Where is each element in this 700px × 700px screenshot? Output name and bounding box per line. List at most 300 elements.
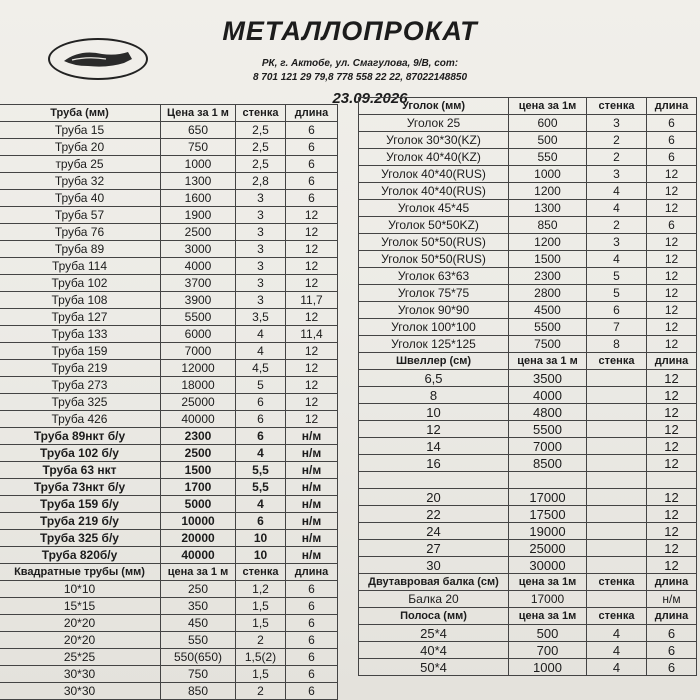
table-cell: Труба 133 — [0, 326, 161, 343]
table-cell: 450 — [161, 615, 236, 632]
table-cell: 17500 — [509, 506, 587, 523]
table-cell: н/м — [286, 496, 338, 513]
table-cell: Труба 219 б/у — [0, 513, 161, 530]
table-cell: 25000 — [161, 394, 236, 411]
column-header: цена за 1м — [509, 98, 587, 115]
table-cell: 12 — [647, 302, 697, 319]
table-row — [0, 428, 338, 445]
table-cell: Уголок 40*40(RUS) — [359, 166, 509, 183]
table-cell: 5 — [587, 285, 647, 302]
table-cell — [587, 387, 647, 404]
table-cell — [587, 489, 647, 506]
table-cell: 30*30 — [0, 683, 161, 700]
table-cell: 24 — [359, 523, 509, 540]
table-row — [0, 343, 338, 360]
table-row — [0, 377, 338, 394]
table-cell: труба 25 — [0, 156, 161, 173]
table-cell: 3 — [587, 234, 647, 251]
table-cell: 19000 — [509, 523, 587, 540]
table-row — [359, 217, 697, 234]
pipes-header-row — [0, 105, 338, 122]
table-row — [0, 309, 338, 326]
table-cell: 4 — [587, 642, 647, 659]
table-cell: 1500 — [509, 251, 587, 268]
table-cell: 10 — [359, 404, 509, 421]
table-cell: 12 — [647, 200, 697, 217]
table-cell: Труба 89нкт б/у — [0, 428, 161, 445]
table-cell: 4000 — [509, 387, 587, 404]
table-cell: 5 — [587, 268, 647, 285]
table-cell: 17000 — [509, 489, 587, 506]
table-cell: 1200 — [509, 234, 587, 251]
table-row — [0, 292, 338, 309]
table-cell: 12 — [647, 438, 697, 455]
table-cell: 2500 — [161, 224, 236, 241]
table-cell: 11,4 — [286, 326, 338, 343]
table-cell: Уголок 50*50(RUS) — [359, 251, 509, 268]
table-cell: 850 — [509, 217, 587, 234]
table-cell: 50*4 — [359, 659, 509, 676]
table-row — [0, 207, 338, 224]
column-header: цена за 1 м — [509, 353, 587, 370]
table-cell: 600 — [509, 115, 587, 132]
table-cell: 4500 — [509, 302, 587, 319]
table-cell: 1300 — [509, 200, 587, 217]
table-cell: 2 — [236, 683, 286, 700]
table-row — [359, 557, 697, 574]
table-cell: 3 — [236, 224, 286, 241]
table-cell: 11,7 — [286, 292, 338, 309]
table-cell: 6000 — [161, 326, 236, 343]
table-cell: Труба 89 — [0, 241, 161, 258]
table-cell: 12 — [647, 455, 697, 472]
table-cell: 1,5 — [236, 615, 286, 632]
column-header: Уголок (мм) — [359, 98, 509, 115]
table-row — [359, 404, 697, 421]
column-header: стенка — [236, 564, 286, 581]
table-cell: Уголок 50*50KZ) — [359, 217, 509, 234]
table-cell: 6 — [236, 411, 286, 428]
table-cell: 6 — [587, 302, 647, 319]
table-row — [0, 190, 338, 207]
table-row — [0, 360, 338, 377]
table-row — [0, 156, 338, 173]
table-cell: 1,5(2) — [236, 649, 286, 666]
table-cell — [647, 472, 697, 489]
table-row — [0, 173, 338, 190]
table-cell: 20*20 — [0, 632, 161, 649]
table-cell: 6 — [647, 132, 697, 149]
table-row — [0, 394, 338, 411]
table-cell: 6 — [286, 173, 338, 190]
table-cell — [587, 370, 647, 387]
table-cell: Труба 159 — [0, 343, 161, 360]
column-header: длина — [647, 98, 697, 115]
table-cell: 12 — [647, 268, 697, 285]
table-cell — [587, 404, 647, 421]
table-cell: 12 — [286, 360, 338, 377]
table-row — [359, 132, 697, 149]
table-cell: 4 — [236, 496, 286, 513]
table-cell: 2,8 — [236, 173, 286, 190]
table-cell: 3 — [236, 190, 286, 207]
table-row — [0, 632, 338, 649]
table-cell: 27 — [359, 540, 509, 557]
strip-header-row — [359, 608, 697, 625]
table-cell: 4 — [587, 183, 647, 200]
column-header: длина — [647, 353, 697, 370]
channels-header-row — [359, 353, 697, 370]
table-row — [359, 285, 697, 302]
table-cell: 4 — [587, 625, 647, 642]
table-cell — [587, 523, 647, 540]
table-cell: Труба 73нкт б/у — [0, 479, 161, 496]
fish-logo-icon — [58, 44, 138, 74]
table-cell: 2 — [236, 632, 286, 649]
column-header: цена за 1м — [509, 574, 587, 591]
table-cell: 5500 — [509, 421, 587, 438]
table-cell: 1700 — [161, 479, 236, 496]
table-cell: 3000 — [161, 241, 236, 258]
table-cell: 3 — [236, 207, 286, 224]
table-cell — [359, 472, 509, 489]
table-cell: 8500 — [509, 455, 587, 472]
table-cell: 1300 — [161, 173, 236, 190]
table-cell: 12 — [286, 207, 338, 224]
table-cell: 6 — [286, 581, 338, 598]
table-cell: 4 — [587, 251, 647, 268]
table-row — [0, 547, 338, 564]
table-cell: 5500 — [509, 319, 587, 336]
table-row — [0, 513, 338, 530]
table-cell: Уголок 63*63 — [359, 268, 509, 285]
table-row — [0, 326, 338, 343]
table-cell: Труба 426 — [0, 411, 161, 428]
table-cell: 1000 — [509, 659, 587, 676]
price-date: 23.09.2026 — [332, 90, 408, 107]
table-cell: 3900 — [161, 292, 236, 309]
column-header: Швеллер (см) — [359, 353, 509, 370]
table-row — [0, 224, 338, 241]
table-cell: Уголок 90*90 — [359, 302, 509, 319]
table-row — [359, 642, 697, 659]
table-cell: 17000 — [509, 591, 587, 608]
column-header: Полоса (мм) — [359, 608, 509, 625]
table-cell: 4000 — [161, 258, 236, 275]
table-cell: Труба 114 — [0, 258, 161, 275]
table-cell: 6 — [286, 632, 338, 649]
table-cell: 500 — [509, 625, 587, 642]
table-cell: Уголок 40*40(RUS) — [359, 183, 509, 200]
table-cell: 12 — [647, 523, 697, 540]
table-cell: 2,5 — [236, 122, 286, 139]
ibeam-header-row — [359, 574, 697, 591]
table-cell: 1,5 — [236, 666, 286, 683]
profiles-price-table — [358, 97, 697, 676]
table-cell: 650 — [161, 122, 236, 139]
table-cell: 10 — [236, 530, 286, 547]
table-row — [359, 319, 697, 336]
table-row — [359, 438, 697, 455]
table-cell: 6 — [236, 513, 286, 530]
table-cell: Труба 32 — [0, 173, 161, 190]
table-row — [359, 302, 697, 319]
table-cell: 4,5 — [236, 360, 286, 377]
table-cell: 6 — [286, 615, 338, 632]
table-row — [359, 455, 697, 472]
table-cell: 750 — [161, 139, 236, 156]
square-pipes-header-row — [0, 564, 338, 581]
table-cell: 3500 — [509, 370, 587, 387]
column-header: стенка — [587, 608, 647, 625]
table-cell: 6 — [647, 217, 697, 234]
table-cell: 350 — [161, 598, 236, 615]
table-row — [359, 506, 697, 523]
table-row — [359, 659, 697, 676]
table-row — [359, 251, 697, 268]
table-cell: 4 — [587, 659, 647, 676]
table-cell: н/м — [647, 591, 697, 608]
table-cell: 12 — [359, 421, 509, 438]
table-cell: Уголок 45*45 — [359, 200, 509, 217]
table-row — [0, 496, 338, 513]
table-cell: 12 — [647, 387, 697, 404]
table-cell: 500 — [509, 132, 587, 149]
table-cell: 5500 — [161, 309, 236, 326]
table-cell: 1200 — [509, 183, 587, 200]
table-cell: 3,5 — [236, 309, 286, 326]
table-cell: Уголок 75*75 — [359, 285, 509, 302]
pipes-price-table — [0, 104, 338, 700]
table-cell — [509, 472, 587, 489]
table-cell: 7000 — [161, 343, 236, 360]
column-header: цена за 1 м — [161, 564, 236, 581]
table-cell: Труба 15 — [0, 122, 161, 139]
table-row — [0, 411, 338, 428]
table-cell — [587, 438, 647, 455]
table-cell: 40000 — [161, 547, 236, 564]
column-header: стенка — [587, 98, 647, 115]
table-cell: 3 — [587, 166, 647, 183]
table-row — [359, 336, 697, 353]
table-cell: 18000 — [161, 377, 236, 394]
table-cell: 25*4 — [359, 625, 509, 642]
table-cell: Уголок 125*125 — [359, 336, 509, 353]
table-cell: 5,5 — [236, 462, 286, 479]
table-cell: Труба 102 — [0, 275, 161, 292]
table-cell: 2500 — [161, 445, 236, 462]
table-cell: 550 — [509, 149, 587, 166]
table-row — [359, 387, 697, 404]
table-cell: 3700 — [161, 275, 236, 292]
table-cell: 750 — [161, 666, 236, 683]
table-cell: 2 — [587, 132, 647, 149]
table-row — [359, 540, 697, 557]
table-cell: 700 — [509, 642, 587, 659]
table-cell: 4800 — [509, 404, 587, 421]
table-cell: н/м — [286, 428, 338, 445]
table-row — [359, 166, 697, 183]
table-cell: 12 — [286, 224, 338, 241]
table-row — [0, 666, 338, 683]
table-row — [359, 523, 697, 540]
table-cell: 20000 — [161, 530, 236, 547]
table-cell: 12 — [286, 343, 338, 360]
table-cell: 6 — [647, 115, 697, 132]
table-cell — [587, 540, 647, 557]
table-cell: Уголок 40*40(KZ) — [359, 149, 509, 166]
table-cell: н/м — [286, 513, 338, 530]
table-cell — [587, 506, 647, 523]
table-cell: 20 — [359, 489, 509, 506]
table-cell: 6 — [286, 649, 338, 666]
column-header: длина — [286, 564, 338, 581]
table-cell: Труба 219 — [0, 360, 161, 377]
table-cell: 2300 — [161, 428, 236, 445]
table-cell: 14 — [359, 438, 509, 455]
table-cell: Труба 159 б/у — [0, 496, 161, 513]
table-cell: н/м — [286, 462, 338, 479]
table-cell: 1,5 — [236, 598, 286, 615]
table-cell: 6 — [236, 394, 286, 411]
table-cell: Труба 57 — [0, 207, 161, 224]
table-row — [0, 530, 338, 547]
table-row — [359, 472, 697, 489]
table-cell: 3 — [236, 292, 286, 309]
column-header: Двутавровая балка (см) — [359, 574, 509, 591]
table-row — [0, 615, 338, 632]
table-cell: 12 — [647, 489, 697, 506]
table-row — [0, 683, 338, 700]
table-cell: 6 — [647, 659, 697, 676]
table-cell: 250 — [161, 581, 236, 598]
table-row — [359, 149, 697, 166]
table-cell: Уголок 50*50(RUS) — [359, 234, 509, 251]
table-cell: 12 — [647, 370, 697, 387]
column-header: цена за 1м — [509, 608, 587, 625]
table-cell: 7000 — [509, 438, 587, 455]
table-row — [359, 183, 697, 200]
table-cell: 12 — [286, 241, 338, 258]
table-cell: 12 — [647, 557, 697, 574]
table-cell: 2800 — [509, 285, 587, 302]
company-phones: 8 701 121 29 79,8 778 558 22 22, 87022148850 — [252, 72, 468, 83]
table-cell: 6 — [286, 598, 338, 615]
table-cell: 12 — [286, 411, 338, 428]
table-cell: 12 — [286, 394, 338, 411]
table-cell: 12 — [647, 540, 697, 557]
table-cell — [587, 421, 647, 438]
company-logo — [48, 38, 148, 80]
table-cell: 12 — [647, 285, 697, 302]
table-cell: н/м — [286, 479, 338, 496]
table-cell: 30 — [359, 557, 509, 574]
table-cell: Уголок 25 — [359, 115, 509, 132]
table-cell: 12 — [647, 183, 697, 200]
table-row — [359, 421, 697, 438]
table-cell: 1000 — [509, 166, 587, 183]
table-cell: 2,5 — [236, 139, 286, 156]
column-header: длина — [286, 105, 338, 122]
table-cell: Труба 127 — [0, 309, 161, 326]
table-row — [359, 625, 697, 642]
table-cell: 5000 — [161, 496, 236, 513]
table-cell: Труба 820б/у — [0, 547, 161, 564]
table-row — [359, 200, 697, 217]
table-cell: 3 — [236, 241, 286, 258]
table-cell: 6 — [286, 683, 338, 700]
table-cell: 4 — [236, 445, 286, 462]
table-cell: 30000 — [509, 557, 587, 574]
table-cell: Труба 325 — [0, 394, 161, 411]
table-cell: 22 — [359, 506, 509, 523]
table-cell — [587, 591, 647, 608]
table-cell: 30*30 — [0, 666, 161, 683]
table-cell: 4 — [587, 200, 647, 217]
table-cell: 1000 — [161, 156, 236, 173]
table-cell: Труба 20 — [0, 139, 161, 156]
table-cell: 15*15 — [0, 598, 161, 615]
table-cell: 40*4 — [359, 642, 509, 659]
column-header: длина — [647, 574, 697, 591]
table-row — [0, 462, 338, 479]
column-header: Труба (мм) — [0, 105, 161, 122]
table-cell: Балка 20 — [359, 591, 509, 608]
table-cell: 8 — [587, 336, 647, 353]
table-cell: 2,5 — [236, 156, 286, 173]
table-row — [359, 268, 697, 285]
table-cell: 7 — [587, 319, 647, 336]
table-cell: 6 — [286, 122, 338, 139]
table-cell: Труба 40 — [0, 190, 161, 207]
table-cell: 5,5 — [236, 479, 286, 496]
table-cell: 6 — [286, 666, 338, 683]
table-cell: н/м — [286, 445, 338, 462]
table-cell: 12 — [647, 421, 697, 438]
table-cell: 2300 — [509, 268, 587, 285]
table-row — [359, 115, 697, 132]
column-header: длина — [647, 608, 697, 625]
table-cell: Уголок 100*100 — [359, 319, 509, 336]
table-cell: 4 — [236, 326, 286, 343]
table-cell: 3 — [587, 115, 647, 132]
table-cell — [587, 472, 647, 489]
table-cell: 12 — [647, 166, 697, 183]
table-cell: 550(650) — [161, 649, 236, 666]
table-cell: 12 — [647, 404, 697, 421]
table-cell: 12 — [647, 251, 697, 268]
table-cell: 12 — [647, 506, 697, 523]
table-cell: 12 — [286, 377, 338, 394]
table-cell: н/м — [286, 547, 338, 564]
table-cell: Труба 102 б/у — [0, 445, 161, 462]
table-cell: 1600 — [161, 190, 236, 207]
table-cell: Труба 63 нкт — [0, 462, 161, 479]
table-cell: 12 — [286, 258, 338, 275]
table-row — [0, 581, 338, 598]
table-cell: 6 — [286, 156, 338, 173]
table-row — [0, 258, 338, 275]
table-cell: 12 — [286, 309, 338, 326]
table-cell: 2 — [587, 217, 647, 234]
table-row — [359, 591, 697, 608]
table-row — [0, 122, 338, 139]
table-cell: 3 — [236, 258, 286, 275]
table-cell: 40000 — [161, 411, 236, 428]
table-row — [359, 489, 697, 506]
table-cell: 12 — [647, 319, 697, 336]
angles-header-row — [359, 98, 697, 115]
